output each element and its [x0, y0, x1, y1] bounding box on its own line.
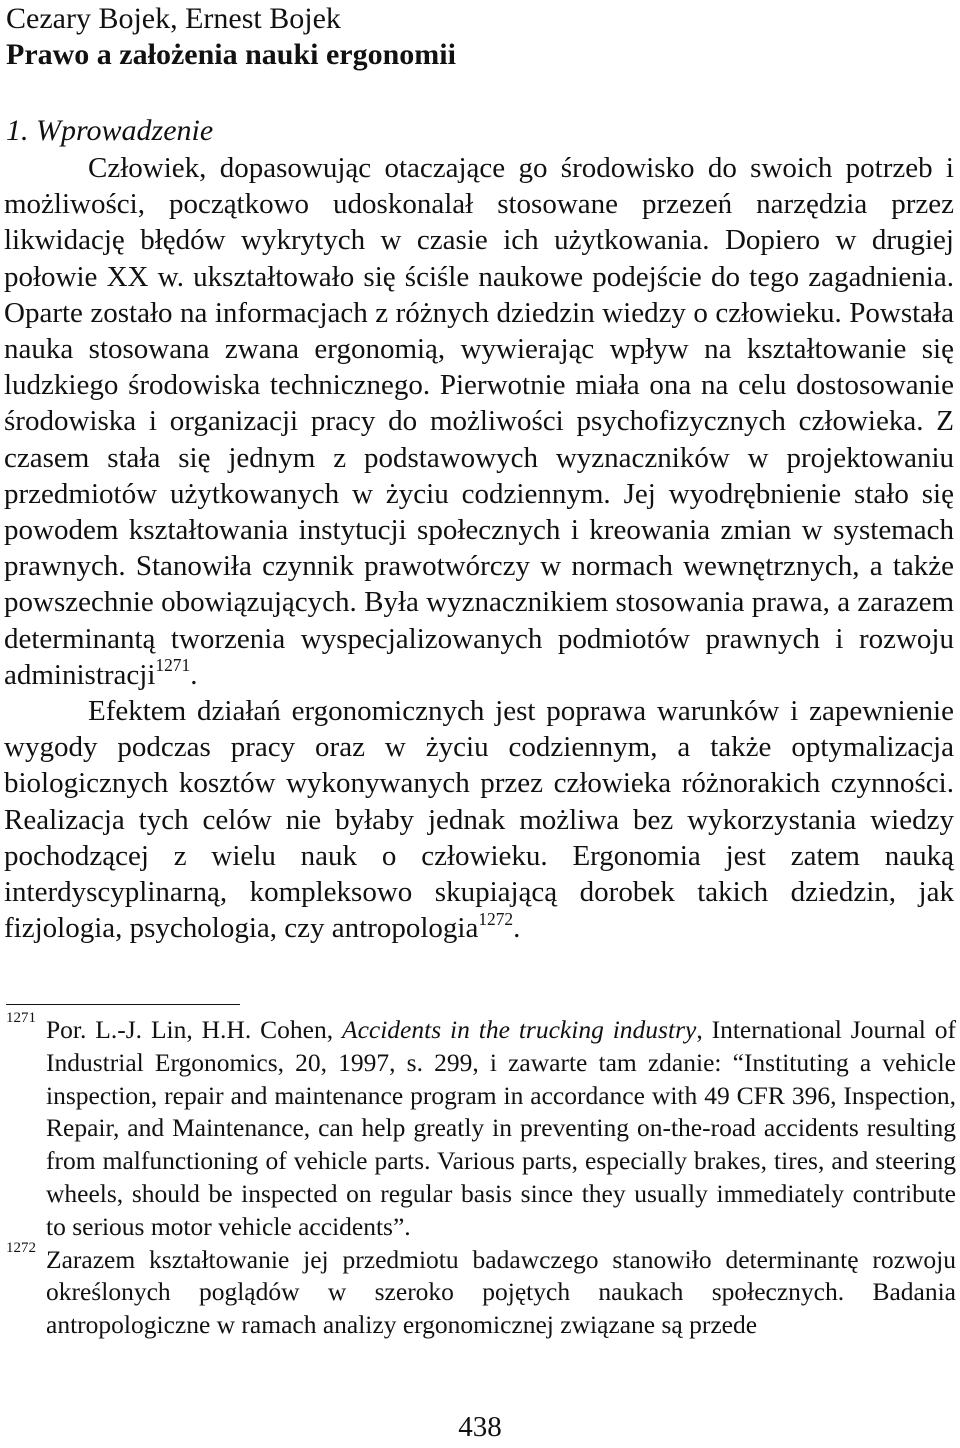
footnote-separator — [6, 1004, 240, 1005]
sentence-end: . — [190, 658, 198, 691]
paragraph-text: Efektem działań ergonomicznych jest poprawa warunków i zapewnienie wygody podczas pracy oraz w życiu codziennym, a także optymalizacja biologicznych kosztów wykonywanych przez człowieka różnorakich czynności. Realizacja tych celów nie byłaby jednak możliwa bez wykorzystania wiedzy pochodzącej z wielu nauk o człowieku. Ergonomia jest zatem nauką interdyscyplinarną, kompleksowo skupiającą dorobek takich dziedzin, jak fizjologia, psychologia, czy antropologia — [4, 695, 954, 945]
section-heading: 1. Wprowadzenie — [6, 114, 214, 147]
footnote-number: 1271 — [6, 1010, 36, 1026]
footnote-text: Por. L.-J. Lin, H.H. Cohen, — [46, 1015, 342, 1044]
footnote-reference[interactable]: 1272 — [478, 908, 514, 929]
paragraph-text: Człowiek, dopasowując otaczające go środowisko do swoich potrzeb i możliwości, początkowo udoskonalał stosowane przezeń narzędzia przez likwidację błędów wykrytych w czasie ich użytkowania. Dopiero w drugiej połowie XX w. ukształtowało się ściśle naukowe podejście do tego zagadnienia. Oparte zostało na informacjach z różnych dziedzin wiedzy o człowieku. Powstała nauka stosowana zwana ergonomią, wywierając wpływ na kształtowanie się ludzkiego środowiska technicznego. Pierwotnie miała ona na celu dostosowanie środowiska i organizacji pracy do możliwości psychofizycznych człowieka. Z czasem stała się jednym z podstawowych wyznaczników w projektowaniu przedmiotów użytkowanych w życiu codziennym. Jej wyodrębnienie stało się powodem kształtowania instytucji społecznych i kreowania zmian w systemach prawnych. Stanowiła czynnik prawotwórczy w normach wewnętrznych, a także powszechnie obowiązujących. Była wyznacznikiem stosowania prawa, a zarazem determinantą tworzenia wyspecjalizowanych podmiotów prawnych i rozwoju administracji — [4, 152, 954, 691]
body-text — [4, 150, 954, 946]
footnote-number: 1272 — [6, 1239, 36, 1256]
page-number: 438 — [458, 1411, 502, 1443]
footnote-text: Zarazem kształtowanie jej przedmiotu badawczego stanowiło determinantę rozwoju określonych poglądów w szeroko pojętych naukach społecznych. Badania antropologiczne w ramach analizy ergonomicznej związane są przede — [46, 1244, 956, 1340]
paragraph — [4, 150, 954, 693]
footnote — [6, 1239, 956, 1342]
footnote — [6, 1010, 956, 1244]
chapter-title: Prawo a założenia nauki ergonomii — [6, 38, 456, 71]
footnote-cited-title: Accidents in the trucking industry — [342, 1015, 697, 1044]
authors: Cezary Bojek, Ernest Bojek — [6, 2, 341, 35]
sentence-end: . — [513, 912, 521, 945]
footnote-text: , International Journal of Industrial Ergonomics, 20, 1997, s. 299, i zawarte tam zdanie: “Instituting a vehicle inspection, repair and maintenance program in accordance with 49 CFR 396, Inspection, Repair, and Maintenance, can help greatly in preventing on-the-road accidents resulting from malfunctioning of vehicle parts. Various parts, especially brakes, tires, and steering wheels, should be inspected on regular basis since they usually immediately contribute to serious motor vehicle accidents”. — [46, 1015, 956, 1241]
footnotes — [6, 1010, 956, 1342]
footnote-reference[interactable]: 1271 — [155, 655, 191, 676]
paragraph — [4, 693, 954, 946]
